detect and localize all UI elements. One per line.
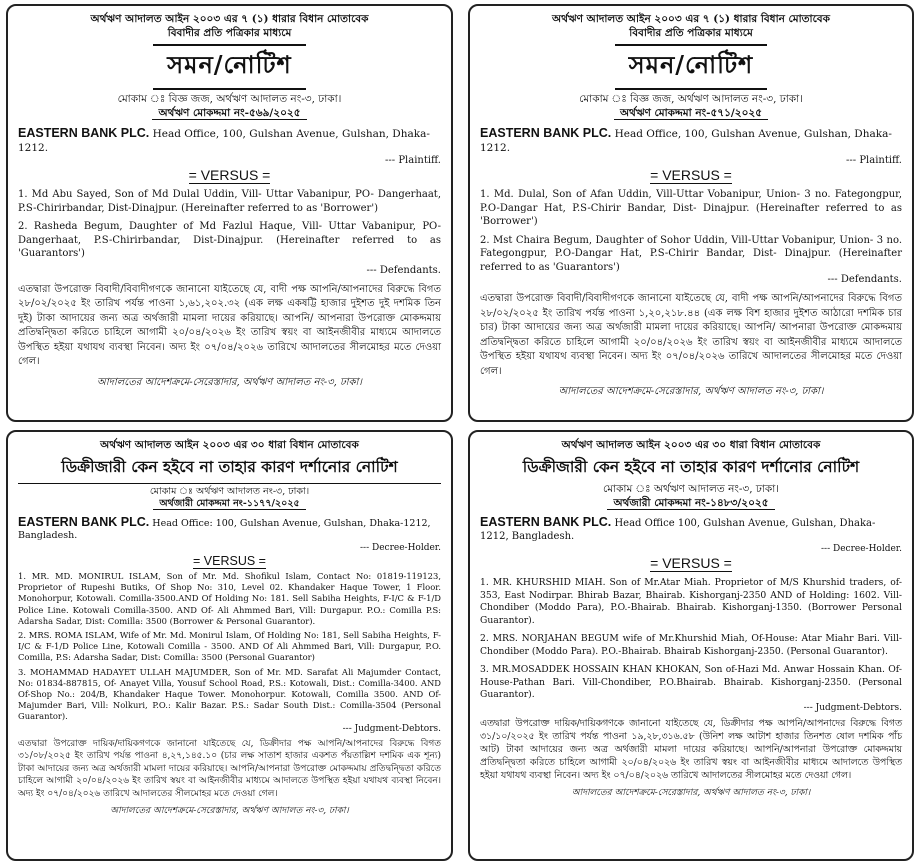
judgment-debtors-label: --- Judgment-Debtors.: [342, 723, 441, 734]
notice-title: ডিক্রীজারী কেন হইবে না তাহার কারণ দর্শানোর নোটিশ: [61, 457, 398, 476]
bank-name: EASTERN BANK PLC.: [18, 126, 150, 140]
judgment-debtors-label: --- Judgment-Debtors.: [803, 702, 902, 713]
publication-line: বিবাদীর প্রতি পত্রিকার মাধ্যমে: [629, 27, 753, 39]
judgment-debtor: 1. MR. MD. MONIRUL ISLAM, Son of Mr. Md. Shofikul Islam, Contact No: 01819-119123, Proprietor of Rupeshi Butiks, Of Shop No: 310, Level 02. Khandaker Haque Tower, 1 Floor. Monohorpur, Kotowali. Comilla-3500.AND Of Holding No: 181. Sell Sabiha Heights, F-I/C & F-1/D Police Line. Kotowali Comilla-3500. AND Of- Ali Ahmmed Bari, Vill: Durgapur. P.O.: Comilla P.S: Adarsha Sadar, Dist: Comilla: 3500 (Borrower & Personal Guarantor).: [18, 571, 441, 626]
summons-notice-2: [468, 4, 914, 422]
bank-address: Head Office 100, Gulshan Avenue, Gulshan, Dhaka-1212, Bangladesh.: [480, 518, 876, 542]
court-location: মোকাম ঃ অর্থঋণ আদালত নং-৩, ঢাকা।: [149, 486, 310, 497]
defendant-label: --- Defendants.: [827, 274, 902, 285]
notice-title: ডিক্রীজারী কেন হইবে না তাহার কারণ দর্শানোর নোটিশ: [522, 457, 860, 476]
publication-line: বিবাদীর প্রতি পত্রিকার মাধ্যমে: [167, 27, 292, 39]
law-reference: অর্থঋণ আদালত আইন ২০০৩ এর ৩০ ধারা বিধান মোতাবেক: [100, 439, 359, 451]
bank-address: Head Office, 100, Gulshan Avenue, Gulshan, Dhaka-1212.: [18, 128, 430, 154]
notice-body: এতদ্বারা উপরোক্ত বিবাদী/বিবাদীগণকে জানানো যাইতেছে যে, বাদী পক্ষ আপনি/আপনাদের বিরুদ্ধে বিগত ২৮/০২/২০২৫ ইং তারিখ পর্যন্ত পাওনা ১,৬১,২০২.৩২ (এক লক্ষ একষট্টি হাজার দুইশত দুই দশমিক তিন দুই) টাকা আদায়ের জন্য অত্র অর্থজারী মামলা দায়ের করিয়াছে। আপনি/ আপনারা উপরোক্ত মোকদ্দমায় প্রতিদ্বন্দ্বিতা করিতে চাহিলে আগামী ২০/০৪/২০২৬ ইং তারিখ স্বয়ং বা আইনজীবীর মাধ্যমে আদালতে উপস্থিত হইয়া যথাযথ ব্যবস্থা নিবেন। অদ্য ইং ০৭/০৪/২০২৬ তারিখে আদালতের সীলমোহর মতে দেওয়া গেল।: [18, 283, 441, 367]
decree-holder-label: --- Decree-Holder.: [360, 543, 441, 553]
case-number: অর্থঋণ মোকদ্দমা নং-৫৭১/২০২৫: [480, 106, 902, 120]
notice-title: সমন/নোটিশ: [18, 44, 441, 90]
decree-holder-label: --- Decree-Holder.: [821, 544, 902, 554]
defendant-party: 1. Md. Dulal, Son of Afan Uddin, Vill-Uttar Vobanipur, Union- 3 no. Fategongpur, P.O-Dangar Hat, P.S-Chirir Bandar, Dist- Dinajpur. (Hereinafter referred to as 'Borrower'): [480, 189, 902, 227]
signature-line: আদালতের আদেশক্রমে-সেরেস্তাদার, অর্থঋণ আদালত নং-৩, ঢাকা।: [571, 787, 811, 798]
versus-label: = VERSUS =: [193, 554, 266, 568]
defendant-party: 2. Rasheda Begum, Daughter of Md Fazlul Haque, Vill- Uttar Vabanipur, PO- Dangerhaat, P.S-Chirirbandar, Dist-Dinajpur. (Hereinafter referred to as 'Guarantors'): [18, 221, 441, 259]
plaintiff-bank: [480, 126, 902, 155]
versus-label: = VERSUS =: [188, 167, 271, 183]
judgment-debtor: 3. MOHAMMAD HADAYET ULLAH MAJUMDER, Son of Mr. MD. Sarafat Ali Majumder Contact, No: 01834-887815, Of- Anayet Villa, Yousuf School Road, P.S.: Kotowali, Dist.: Comilla-3400. AND Of-Shop No.: 204/B, Khandaker Haque Tower. Monohorpur. Kotowali, Comilla 3500. AND Of- Majumder Bari, Vill: Nolkuri, P.O.: Kalir Bazar. P.S.: Sadar South Dist.: Comilla-3504 (Personal Guarantor).: [18, 666, 441, 722]
plaintiff-label: --- Plaintiff.: [846, 155, 902, 166]
signature-line: আদালতের আদেশক্রমে-সেরেস্তাদার, অর্থঋণ আদালত নং-৩, ঢাকা।: [558, 386, 824, 397]
bank-name: EASTERN BANK PLC.: [18, 515, 150, 529]
judgment-debtor: 2. MRS. NORJAHAN BEGUM wife of Mr.Khurshid Miah, Of-House: Atar Miahr Bari. Vill-Chondiber (Moddo Para). P.O.-Bhairab. Bhairab Kishorganj-2350. (Personal Guarantor).: [480, 633, 902, 657]
plaintiff-bank: [18, 126, 441, 155]
plaintiff-bank: [480, 516, 902, 543]
bank-address: Head Office, 100, Gulshan Avenue, Gulshan, Dhaka-1212.: [480, 128, 892, 154]
notice-title: সমন/নোটিশ: [480, 44, 902, 90]
bank-address: Head Office: 100, Gulshan Avenue, Gulshan, Dhaka-1212, Bangladesh.: [18, 518, 431, 541]
law-reference: অর্থঋণ আদালত আইন ২০০৩ এর ৩০ ধারা বিধান মোতাবেক: [561, 439, 821, 451]
law-reference: অর্থঋণ আদালত আইন ২০০৩ এর ৭ (১) ধারার বিধান মোতাবেক: [90, 13, 369, 25]
judgment-debtor: 3. MR.MOSADDEK HOSSAIN KHAN KHOKAN, Son of-Hazi Md. Anwar Hossain Khan. Of-House-Pathan Bari. Vill-Chondiber, P.O.Bhairab. Bhairab. Kishorganj-2350. (Personal Guarantor).: [480, 664, 902, 700]
bank-name: EASTERN BANK PLC.: [480, 126, 612, 140]
court-location: মোকাম ঃ অর্থঋণ আদালত নং-৩, ঢাকা।: [602, 483, 780, 495]
defendant-party: 2. Mst Chaira Begum, Daughter of Sohor Uddin, Vill-Uttar Vobanipur, Union- 3 no. Fategongpur, P.O-Dangar Hat, P.S-Chirir Bandar, Dist- Dinajpur. (Hereinafter referred to as 'Guarantors'): [480, 234, 902, 273]
versus-label: = VERSUS =: [650, 555, 732, 571]
defendant-party: 1. Md Abu Sayed, Son of Md Dulal Uddin, Vill- Uttar Vabanipur, PO- Dangerhaat, P.S-Chirirbandar, Dist-Dinajpur. (Hereinafter referred to as 'Borrower'): [18, 189, 441, 214]
plaintiff-label: --- Plaintiff.: [385, 155, 441, 166]
case-number: অর্থজারী মোকদ্দমা নং-১৪৮৩/২০২৫: [480, 496, 902, 510]
case-number: অর্থঋণ মোকদ্দমা নং-৫৬৯/২০২৫: [18, 106, 441, 120]
court-location: মোকাম ঃ বিজ্ঞ জজ, অর্থঋণ আদালত নং-৩, ঢাকা।: [579, 93, 803, 105]
bank-name: EASTERN BANK PLC.: [480, 515, 612, 529]
court-location: মোকাম ঃ বিজ্ঞ জজ, অর্থঋণ আদালত নং-৩, ঢাকা।: [117, 93, 342, 105]
judgment-debtor: 2. MRS. ROMA ISLAM, Wife of Mr. Md. Monirul Islam, Of Holding No: 181, Sell Sabiha Heights, F-I/C & F-1/D Police Line, Kotowali Comilla - 3500. AND Of Ali Ahmmed Bari, Vill: Durgapur, P.O. Comilla, P.S: Adarsha Sadar, Dist: Comilla: 3500 (Personal Guarantor): [18, 630, 441, 663]
notice-body: এতদ্বারা উপরোক্ত দায়িক/দায়িকগণকে জানানো যাইতেছে যে, ডিক্রীদার পক্ষ আপনি/আপনাদের বিরুদ্ধে বিগত ৩১/১০/২০২৫ ইং তারিখ পর্যন্ত পাওনা ১৯,২৮,৩১৬.৫৮ (উনিশ লক্ষ আটাশ হাজার তিনশত ষোল দশমিক পাঁচ আট) টাকা আদায়ের জন্য অত্র অর্থজারী মামলা দায়ের করিয়াছে। আপনি/আপনারা উপরোক্ত মোকদ্দমায় প্রতিদ্বন্দ্বিতা করিতে চাহিলে আগামী ২০/০৪/২০২৬ ইং তারিখ স্বয়ং বা আইনজীবীর মাধ্যমে আদালতে উপস্থিত হইয়া যথাযথ ব্যবস্থা নিবেন। অদ্য ইং ০৭/০৪/২০২৬ তারিখে আদালতের সীলমোহর মতে দেওয়া গেল।: [480, 717, 902, 781]
summons-notice-1: [6, 4, 453, 422]
signature-line: আদালতের আদেশক্রমে-সেরেস্তাদার, অর্থঋণ আদালত নং-৩, ঢাকা।: [110, 806, 349, 817]
defendant-label: --- Defendants.: [366, 264, 441, 276]
divider: [18, 483, 441, 484]
judgment-debtor: 1. MR. KHURSHID MIAH. Son of Mr.Atar Miah. Proprietor of M/S Khurshid traders, of-353, East Nodirpar. Bhirab Bazar, Bhairab. Kishorganj-2350 AND of Holding: 1602. Vill-Chondiber (Moddo Para), P.O.-Bhairab. Bhairab. Kishorganj-1350. (Borrower Personal Guarantor).: [480, 577, 902, 626]
law-reference: অর্থঋণ আদালত আইন ২০০৩ এর ৭ (১) ধারার বিধান মোতাবেক: [552, 13, 830, 25]
signature-line: আদালতের আদেশক্রমে-সেরেস্তাদার, অর্থঋণ আদালত নং-৩, ঢাকা।: [96, 376, 363, 388]
case-number: অর্থজারী মোকদ্দমা নং-১১৭৭/২০২৫: [18, 498, 441, 510]
show-cause-notice-2: [468, 430, 914, 861]
show-cause-notice-1: [6, 430, 453, 861]
plaintiff-bank: [18, 516, 441, 542]
notice-body: এতদ্বারা উপরোক্ত দায়িক/দায়িকগণকে জানানো যাইতেছে যে, ডিক্রীদার পক্ষ আপনি/আপনাদের বিরুদ্ধে বিগত ৩১/০৮/২০২৫ ইং তারিখ পর্যন্ত পাওনা ৪,২৭,১৪৫.১০ (চার লক্ষ সাতাশ হাজার একশত পঁয়তাল্লিশ দশমিক এক শূন্য) টাকা আদায়ের জন্য অত্র অর্থজারী মামলা দায়ের করিয়াছে। আপনি/আপনারা উপরোক্ত মোকদ্দমায় প্রতিদ্বন্দ্বিতা করিতে চাহিলে আগামী ২০/০৪/২০২৬ ইং তারিখ স্বয়ং বা আইনজীবীর মাধ্যমে আদালতে উপস্থিত হইয়া যথাযথ ব্যবস্থা নিবেন। অদ্য ইং ০৭/০৪/২০২৬ তারিখে আদালতের সীলমোহর মতে দেওয়া গেল।: [18, 738, 441, 799]
notice-body: এতদ্বারা উপরোক্ত বিবাদী/বিবাদীগণকে জানানো যাইতেছে যে, বাদী পক্ষ আপনি/আপনাদের বিরুদ্ধে বিগত ২৮/০২/২০২৫ ইং তারিখ পর্যন্ত পাওনা ১,২০,২১৮.৪৪ (এক লক্ষ বিশ হাজার দুইশত আঠারো দশমিক চার চার) টাকা আদায়ের জন্য অত্র অর্থজারী মামলা দায়ের করিয়াছে। আপনি/ আপনারা উপরোক্ত মোকদ্দমায় প্রতিদ্বন্দ্বিতা করিতে চাহিলে আগামী ২০/০৪/২০২৬ ইং তারিখ স্বয়ং বা আইনজীবীর মাধ্যমে আদালতে উপস্থিত হইয়া যথাযথ ব্যবস্থা নিবেন। অদ্য ইং ০৭/০৪/২০২৬ তারিখে আদালতের সীলমোহর মতে দেওয়া গেল।: [480, 293, 902, 377]
versus-label: = VERSUS =: [650, 167, 732, 183]
